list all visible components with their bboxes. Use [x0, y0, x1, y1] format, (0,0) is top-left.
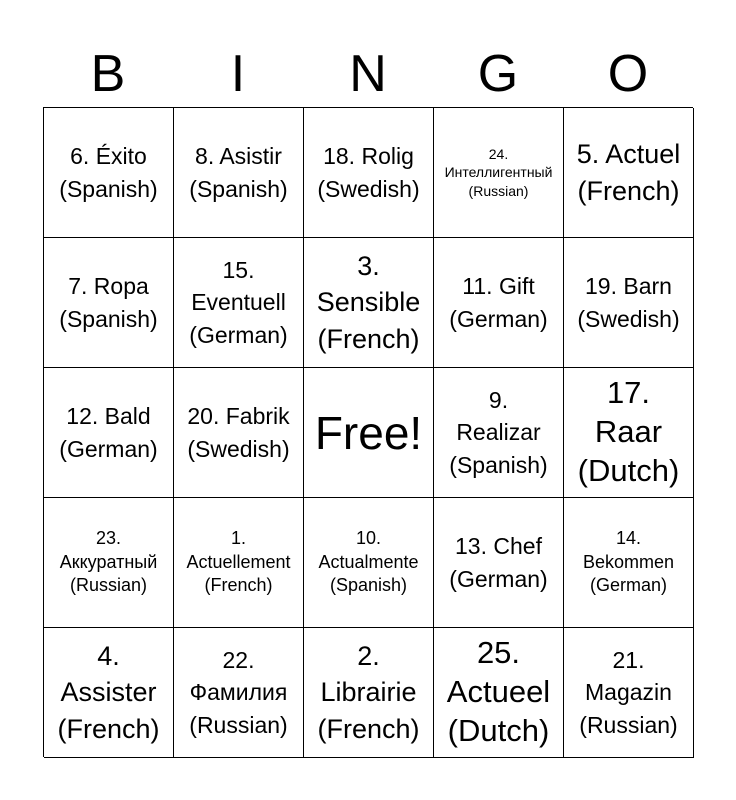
header-letter-i: I — [230, 45, 246, 103]
bingo-cell-i3[interactable] — [174, 368, 304, 498]
bingo-cell-o5[interactable] — [564, 628, 694, 758]
free-space-cell[interactable] — [304, 368, 434, 498]
bingo-cell-b3[interactable] — [44, 368, 174, 498]
bingo-cell-b2[interactable] — [44, 238, 174, 368]
cell-label: 6. Éxito (Spanish) — [59, 143, 158, 202]
cell-label: 4. Assister (French) — [57, 640, 160, 744]
header-letter-o: O — [607, 45, 649, 103]
cell-label: 21. Magazin (Russian) — [579, 647, 678, 738]
bingo-cell-g4[interactable] — [434, 498, 564, 628]
bingo-cell-g1[interactable] — [434, 108, 564, 238]
bingo-cell-n5[interactable] — [304, 628, 434, 758]
bingo-cell-i2[interactable] — [174, 238, 304, 368]
cell-label: 8. Asistir (Spanish) — [189, 143, 288, 202]
cell-label: 13. Chef (German) — [449, 533, 548, 592]
bingo-cell-g2[interactable] — [434, 238, 564, 368]
bingo-cell-i1[interactable] — [174, 108, 304, 238]
bingo-cell-b5[interactable] — [44, 628, 174, 758]
header-letter-n: N — [349, 45, 387, 103]
bingo-cell-b4[interactable] — [44, 498, 174, 628]
cell-label: 12. Bald (German) — [59, 403, 158, 462]
cell-label: 20. Fabrik (Swedish) — [187, 403, 290, 462]
cell-label: 10. Actualmente (Spanish) — [318, 527, 419, 596]
bingo-cell-o2[interactable] — [564, 238, 694, 368]
bingo-cell-g5[interactable] — [434, 628, 564, 758]
header-letter-g: G — [477, 45, 519, 103]
bingo-cell-n2[interactable] — [304, 238, 434, 368]
bingo-cell-n1[interactable] — [304, 108, 434, 238]
cell-label: 5. Actuel (French) — [576, 139, 681, 206]
cell-label: 9. Realizar (Spanish) — [449, 387, 548, 478]
cell-label: 2. Librairie (French) — [317, 640, 420, 744]
cell-label: 1. Actuellement (French) — [186, 527, 291, 596]
cell-label: 7. Ropa (Spanish) — [59, 273, 158, 332]
bingo-header — [43, 40, 693, 108]
cell-label: 25. Actueel (Dutch) — [446, 635, 551, 748]
bingo-cell-o3[interactable] — [564, 368, 694, 498]
cell-label: 15. Eventuell (German) — [189, 257, 288, 348]
bingo-cell-n4[interactable] — [304, 498, 434, 628]
cell-label: 3. Sensible (French) — [316, 250, 421, 354]
free-space-label: Free! — [314, 406, 423, 459]
cell-label: 17. Raar (Dutch) — [577, 375, 680, 488]
cell-label: 22. Фамилия (Russian) — [189, 647, 288, 738]
bingo-cell-b1[interactable] — [44, 108, 174, 238]
cell-label: 24. Интеллигентный (Russian) — [444, 146, 553, 199]
bingo-cell-g3[interactable] — [434, 368, 564, 498]
cell-label: 14. Bekommen (German) — [582, 527, 675, 596]
bingo-cell-i5[interactable] — [174, 628, 304, 758]
header-letter-b: B — [90, 45, 126, 103]
bingo-cell-o1[interactable] — [564, 108, 694, 238]
cell-label: 19. Barn (Swedish) — [577, 273, 680, 332]
cell-label: 23. Аккуратный (Russian) — [59, 527, 158, 596]
cell-label: 11. Gift (German) — [449, 273, 548, 332]
bingo-cell-i4[interactable] — [174, 498, 304, 628]
bingo-board — [43, 107, 693, 757]
bingo-cell-o4[interactable] — [564, 498, 694, 628]
cell-label: 18. Rolig (Swedish) — [317, 143, 420, 202]
